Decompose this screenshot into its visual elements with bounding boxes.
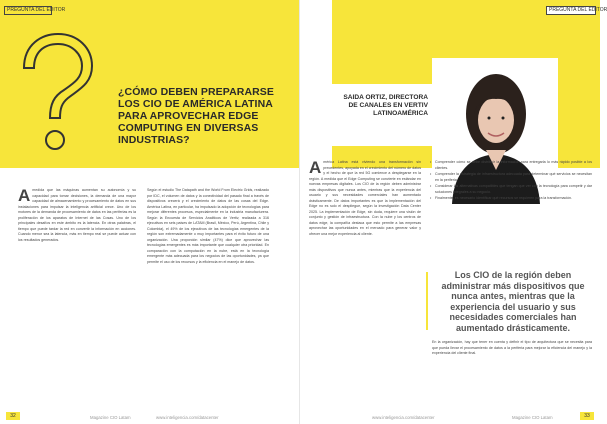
article-column-5 (432, 340, 592, 400)
bullet-list (430, 160, 592, 250)
article-column-3 (309, 160, 421, 406)
bullet-item: • Considerar las alternativas compatibles que tengan que ver con la tecnología para competir y dar soluciones integrales a su negocio. (430, 184, 592, 195)
article-column-2 (147, 188, 269, 406)
bullet-item: • Comprender la estrategia de infraestructura adecuada para determinar qué servicios se necesitan en la periferia. (430, 172, 592, 183)
drop-cap: A (18, 186, 31, 205)
website-link-right[interactable]: www.inteligencia.com/datacenter (372, 415, 435, 420)
section-tag-left: PREGUNTA DEL EDITOR (4, 6, 52, 15)
pull-quote: Los CIO de la región deben administrar más dispositivos que nunca antes, mientras que la experiencia del usuario y sus necesidades comerciales han aumentado drásticamente. (432, 270, 594, 333)
question-mark-icon (8, 30, 103, 160)
section-tag-right: PREGUNTA DEL EDITOR (546, 6, 596, 15)
bullet-item: • Comprender cómo se debe distribuir la información para entregarla lo más rápido posible a los clientes. (430, 160, 592, 171)
col1-text: medida que las máquinas aumentan su autonomía y su capacidad para tomar decisiones, la demanda de una mayor capacidad de almacenamiento y procesamiento de datos en sus instalaciones para impulsar la inteligencia artificial crece. Uno de los motores de la demanda de procesamiento de datos en las periferias es la proliferación de los aparatos de Internet de las Cosas. Uno de los principales desafíos en este ámbito es la latencia. En otras palabras, el tiempo que puede tardar la red en convertir la información en acciones. Cuando menor sea la latencia, más en tiempo real se puede actuar con los resultados generados. (18, 188, 136, 242)
magazine-name-left: Magazine CIO Latam (90, 415, 131, 420)
person-name: SAIDA ORTIZ, DIRECTORA DE CANALES EN VERTIV LATINOAMÉRICA (343, 94, 428, 117)
article-column-1 (18, 188, 136, 406)
col3-text: mérica Latina está viviendo una transformación sin precedentes, apoyada en el crecimiento del número de datos y el hecho de que la red 5G comience a desplegarse en la región. A medida que el Edge Computing se convierte en estándar en nuevas empresas digitales. Los CIO de la región deben administrar más dispositivos que nunca antes, mientras que la experiencia del usuario y sus necesidades comerciales han aumentado drásticamente. De datos importantes es que la implementación del Edge no es solo el despliegue, según la investigación Data Center 2025. La implementación de Edge, sin duda, requiere una visión de conjunto y gestión de infraestructura. Con la nube y los centros de datos edge, la compañía destaca que esto permite a las empresas aprovechar las oportunidades en el mercado para generar valor y ofrecer una mejor experiencia al cliente. (309, 160, 421, 236)
drop-cap-right: A (309, 158, 322, 177)
left-page (0, 0, 300, 424)
headline: ¿CÓMO DEBEN PREPARARSE LOS CIO DE AMÉRICA LATINA PARA APROVECHAR EDGE COMPUTING EN DIVERSAS INDUSTRIAS? (118, 86, 275, 146)
website-link-left[interactable]: www.inteligencia.com/datacenter (156, 415, 219, 420)
col2-text: Según el estudio The Datapath and the World From Electric Grids, realizado por IDC, el volumen de datos y la conectividad del pasado final a través de dispositivos crecerá y el crecimiento de datos de las cosas del Edge. América Latina, en particular, ha impulsado la adopción de tecnologías para mejorar diferentes procesos, especialmente en la industria manufacturera. Según la Encuesta de Servicios Analíticos de Vertiv, realizada a 316 ejecutivos en seis países de LATAM (Brasil, México, Perú, Argentina, Chile y Colombia), el 49% de los ejecutivos de las tecnologías emergentes de la región son extremadamente o muy importantes para el éxito futuro de una organización. Una proporción similar (47%) dice que aprovechar las tecnologías emergentes es más importante que cualquier otra prioridad. En comparación con la computación en la nube, está en la tecnología emergente más adecuada para los negocios de las oportunidades, ya que permite el uso de los recursos y la eficiencia en el manejo de datos. (147, 188, 269, 264)
page-number-right: 33 (580, 412, 594, 420)
magazine-name-right: Magazine CIO Latam (512, 415, 553, 420)
page-number-left: 32 (6, 412, 20, 420)
col5-text: En la organización, hay que tener en cuenta y definir el tipo de arquitectura que se necesita para que pueda llevar el procesamiento de datos a la periferia para mejorar la eficiencia del manejo y la experiencia del cliente final. (432, 340, 592, 355)
bullet-item: • Finalmente, es necesario identificar qué recursos se requieren para la transformación. (430, 196, 592, 202)
